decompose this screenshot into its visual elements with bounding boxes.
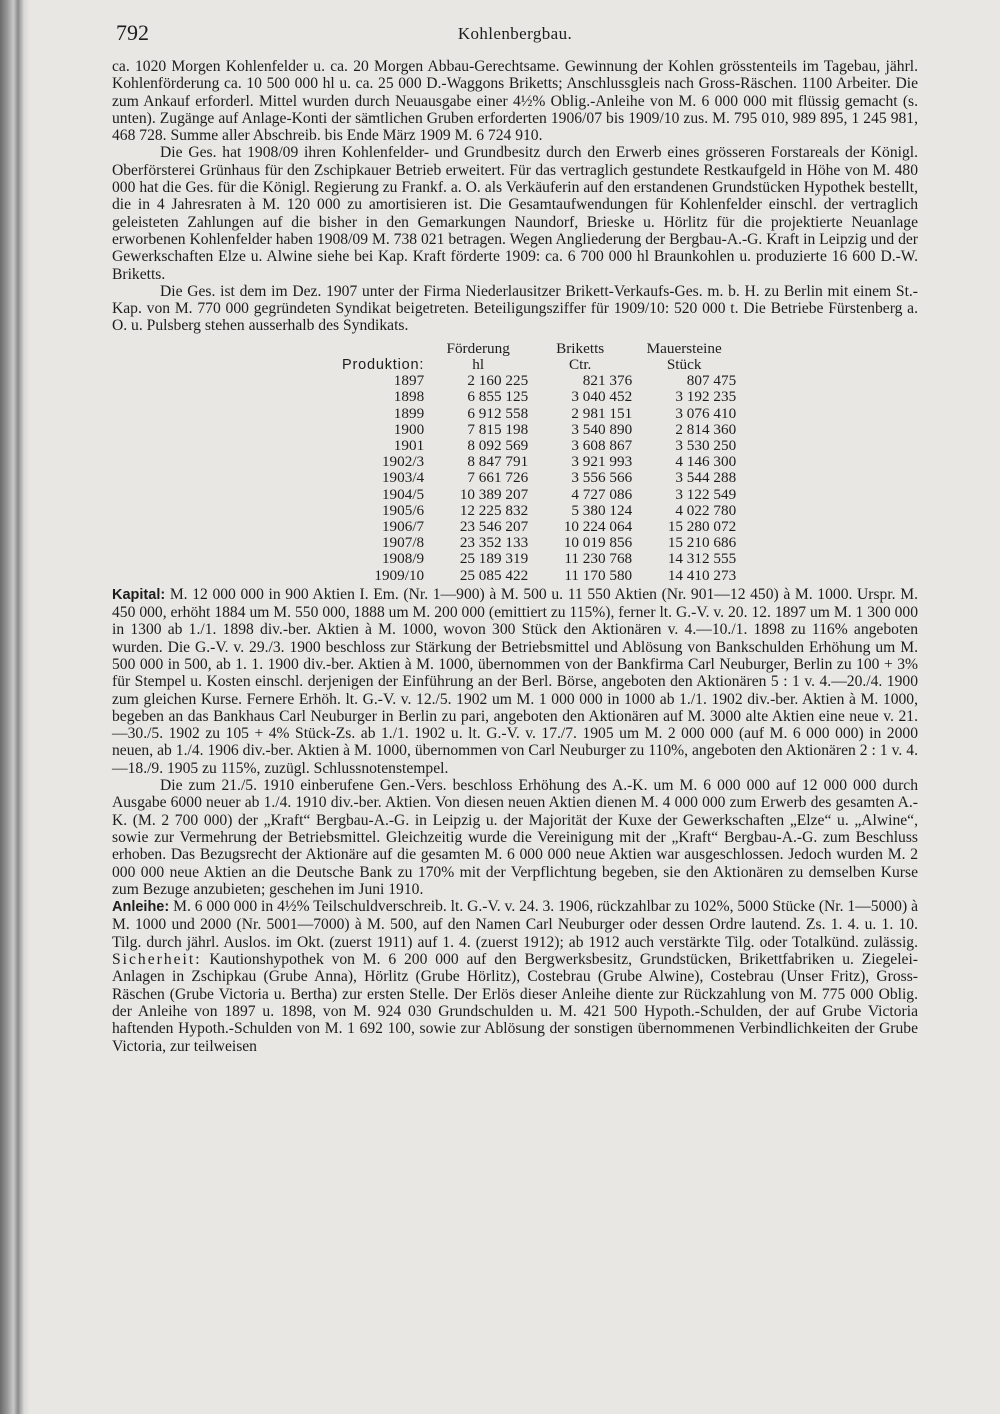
paragraph-kapital xyxy=(112,586,918,777)
mauersteine-cell: 3 192 235 xyxy=(675,388,737,406)
table-row xyxy=(342,406,736,422)
column-unit-foerderung: hl xyxy=(472,355,485,373)
table-row xyxy=(342,438,736,454)
anleihe-text: M. 6 000 000 in 4½% Teilschuldverschreib. lt. G.-V. v. 24. 3. 1906, rückzahlbar zu 102%, 5000 Stücke (Nr. 1—5000) à M. 1000 und 2000 (Nr. 5001—7000) à M. 500, auf den Namen Carl Neuburger oder dessen Ordre lautend. Zs. 1. 4. u. 1. 10. Tilg. durch jährl. Auslos. im Okt. (zuerst 1911) auf 1. 4. (zuerst 1912); ab 1912 auch verstärkte Tilg. oder Totalkünd. zulässig. xyxy=(112,898,918,951)
foerderung-cell: 7 661 726 xyxy=(467,469,529,487)
sicherheit-text: Kautionshypothek von M. 6 200 000 auf den Bergwerksbesitz, Grundstücken, Brikettfabriken u. Ziegelei-Anlagen in Zschipkau (Grube Anna), Hörlitz (Grube Hörlitz), Costebrau (Grube Alwine), Costebrau (Unser Fritz), Gross-Räschen (Grube Victoria u. Bertha) zur ersten Stelle. Der Erlös dieser Anleihe diente zur Rückzahlung von M. 775 000 Oblig. der Anleihe von 1897 u. 1898, von M. 924 030 Grundschulden u. M. 421 500 Hypoth.-Schulden, der auf Grube Victoria haftenden Hypoth.-Schulden von M. 1 692 100, sowie zur Ablösung der sonstigen übernommenen Verbindlichkeiten der Grube Victoria, zur teilweisen xyxy=(112,951,919,1055)
briketts-cell: 821 376 xyxy=(582,372,633,390)
production-table-header-row xyxy=(342,341,736,357)
table-row xyxy=(342,373,736,389)
production-table-unit-row xyxy=(342,357,736,373)
foerderung-cell: 7 815 198 xyxy=(467,420,529,438)
mauersteine-cell: 4 146 300 xyxy=(675,453,737,471)
mauersteine-cell: 4 022 780 xyxy=(675,501,737,519)
table-row xyxy=(342,389,736,405)
year-cell: 1898 xyxy=(393,388,425,406)
anleihe-heading: Anleihe: xyxy=(112,899,170,916)
year-cell: 1907/8 xyxy=(381,534,425,552)
paragraph-mining-fields: ca. 1020 Morgen Kohlenfelder u. ca. 20 Morgen Abbau-Gerechtsame. Gewinnung der Kohlen grösstenteils im Tagebau, jährl. Kohlenförderung ca. 10 500 000 hl u. ca. 25 000 D.-Waggons Briketts; Anschlussgleis nach Gross-Räschen. 1100 Arbeiter. Die zum Ankauf erforderl. Mittel wurden durch Neuausgabe einer 4½% Oblig.-Anleihe von M. 6 000 000 mit flüssig gemacht (s. unten). Zugänge auf Anlage-Konti der sämtlichen Gruben erforderten 1906/07 bis 1909/10 zus. M. 795 010, 989 895, 1 245 981, 468 728. Summe aller Abschreib. bis Ende März 1909 M. 6 724 910. xyxy=(112,58,918,145)
table-row xyxy=(342,535,736,551)
table-row xyxy=(342,568,736,584)
column-header-foerderung: Förderung xyxy=(446,339,510,357)
mauersteine-cell: 3 122 549 xyxy=(675,485,737,503)
year-cell: 1906/7 xyxy=(381,517,425,535)
mauersteine-cell: 3 076 410 xyxy=(675,404,737,422)
briketts-cell: 4 727 086 xyxy=(571,485,633,503)
foerderung-cell: 12 225 832 xyxy=(459,501,529,519)
foerderung-cell: 8 092 569 xyxy=(467,436,529,454)
table-row xyxy=(342,551,736,567)
year-cell: 1903/4 xyxy=(381,469,425,487)
production-label: Produktion: xyxy=(342,356,425,373)
table-row xyxy=(342,519,736,535)
briketts-cell: 3 921 993 xyxy=(571,453,633,471)
mauersteine-cell: 15 280 072 xyxy=(667,517,737,535)
year-cell: 1901 xyxy=(393,436,425,454)
mauersteine-cell: 2 814 360 xyxy=(675,420,737,438)
table-row xyxy=(342,422,736,438)
production-table-body xyxy=(342,373,736,584)
paragraph-syndicate: Die Ges. ist dem im Dez. 1907 unter der Firma Niederlausitzer Brikett-Verkaufs-Ges. m. b. H. zu Berlin mit einem St.-Kap. von M. 770 000 gegründeten Syndikat beigetreten. Beteiligungsziffer für 1909/10: 520 000 t. Die Betriebe Fürstenberg a. O. u. Pulsberg stehen ausserhalb des Syndikats. xyxy=(112,282,918,335)
foerderung-cell: 25 189 319 xyxy=(459,550,529,568)
foerderung-cell: 2 160 225 xyxy=(467,372,529,390)
kapital-heading: Kapital: xyxy=(112,586,166,603)
document-page xyxy=(112,14,918,1055)
column-header-briketts: Briketts xyxy=(556,339,605,357)
briketts-cell: 11 230 768 xyxy=(564,550,633,568)
briketts-cell: 5 380 124 xyxy=(571,501,633,519)
briketts-cell: 2 981 151 xyxy=(571,404,633,422)
production-table xyxy=(342,341,736,584)
sicherheit-label: Sicherheit: xyxy=(112,951,202,969)
year-cell: 1900 xyxy=(393,420,425,438)
briketts-cell: 3 040 452 xyxy=(571,388,633,406)
mauersteine-cell: 14 410 273 xyxy=(667,566,737,584)
briketts-cell: 3 540 890 xyxy=(571,420,633,438)
paragraph-land-acquisition: Die Ges. hat 1908/09 ihren Kohlenfelder- und Grundbesitz durch den Erwerb eines grösseren Forstareals der Königl. Oberförsterei Grünhaus für den Zschipkauer Betrieb erweitert. Für das vertraglich gestundete Restkaufgeld in Höhe von M. 480 000 hat die Ges. für die Königl. Regierung zu Frankf. a. O. als Verkäuferin auf den erstandenen Grundstücken Hypothek bestellt, die in 4 Jahresraten à M. 120 000 zu amortisieren ist. Die Gesamtaufwendungen für Kohlenfelder einschl. der vertraglich geleisteten Zahlungen auf die bisher in den Gemarkungen Naundorf, Brieske u. Hörlitz für die projektierte Neuanlage erworbenen Kohlenfelder haben 1908/09 M. 738 021 betragen. Wegen Angliederung der Bergbau-A.-G. Kraft in Leipzig und der Gewerkschaften Elze u. Alwine siehe bei Kap. Kraft förderte 1909: ca. 6 700 000 hl Braunkohlen u. produzierte 16 600 D.-W. Briketts. xyxy=(112,144,918,283)
foerderung-cell: 10 389 207 xyxy=(459,485,529,503)
paragraph-capital-increase-1910: Die zum 21./5. 1910 einberufene Gen.-Vers. beschloss Erhöhung des A.-K. um M. 6 000 000 auf 12 000 000 durch Ausgabe 6000 neuer ab 1./4. 1910 div.-ber. Aktien. Von diesen neuen Aktien dienen M. 4 000 000 zum Erwerb des gesamten A.-K. (M. 2 700 000) der „Kraft“ Bergbau-A.-G. in Leipzig u. der Majorität der Kuxe der Gewerkschaften „Elze“ u. „Alwine“, sowie zur Vermehrung der Betriebsmittel. Gleichzeitig wurde die Vereinigung mit der „Kraft“ Bergbau-A.-G. zum Beschluss erhoben. Das Bezugsrecht der Aktionäre auf die gesamten M. 6 000 000 neue Aktien war ausgeschlossen. Jedoch wurden M. 2 000 000 neue Aktien an die Deutsche Bank zu 170% mit der Verpflichtung begeben, sie den Aktionären zu demselben Kurse zum Bezuge anzubieten; geschehen im Juni 1910. xyxy=(112,777,918,898)
briketts-cell: 3 556 566 xyxy=(571,469,633,487)
mauersteine-cell: 3 544 288 xyxy=(675,469,737,487)
year-cell: 1905/6 xyxy=(381,501,425,519)
page-header xyxy=(112,14,918,58)
year-cell: 1908/9 xyxy=(381,550,425,568)
foerderung-cell: 23 352 133 xyxy=(459,534,529,552)
foerderung-cell: 25 085 422 xyxy=(459,566,529,584)
column-header-mauersteine: Mauersteine xyxy=(646,339,722,357)
book-binding-edge xyxy=(0,0,30,1414)
year-cell: 1902/3 xyxy=(381,453,425,471)
mauersteine-cell: 3 530 250 xyxy=(675,436,737,454)
page-number: 792 xyxy=(116,20,149,45)
paragraph-anleihe xyxy=(112,898,918,1055)
year-cell: 1899 xyxy=(393,404,425,422)
year-cell: 1904/5 xyxy=(381,485,425,503)
running-title: Kohlenbergbau. xyxy=(457,24,573,43)
kapital-text: M. 12 000 000 in 900 Aktien I. Em. (Nr. 1—900) à M. 500 u. 11 550 Aktien (Nr. 901—12 450) à M. 1000. Urspr. M. 450 000, erhöht 1884 um M. 550 000, 1888 um M. 200 000 (emittiert zu 115%), ferner lt. G.-V. v. 20. 12. 1897 um M. 1 300 000 in 1300 ab 1./1. 1898 div.-ber. Aktien à M. 1000, wovon 300 Stück den Aktionären v. 4.—10./1. 1898 zu 116% angeboten wurden. Die G.-V. v. 29./3. 1900 beschloss zur Stärkung der Betriebsmittel und Ablösung von Bankschulden Erhöhung um M. 500 000 in 500, ab 1. 1. 1900 div.-ber. Aktien à M. 1000, übernommen von der Bankfirma Carl Neuburger, Berlin zu 100 + 3% für Stempel u. Kosten einschl. derjenigen der Einführung an der Berl. Börse, angeboten den Aktionären 5 : 1 v. 4.—20./4. 1900 zum gleichen Kurse. Fernere Erhöh. lt. G.-V. v. 12./5. 1902 um M. 1 000 000 in 1000 ab 1./1. 1902 div.-ber. Aktien à M. 1000, begeben an das Bankhaus Carl Neuburger in Berlin zu pari, angeboten den Aktionären auf M. 3000 alte Aktien eine neue v. 21.—30./5. 1902 zu 105 + 4% Stück-Zs. ab 1./1. 1902 u. lt. G.-V. v. 17./7. 1905 um M. 2 000 000 (auf M. 6 000 000) in 2000 neuen, ab 1./4. 1906 div.-ber. Aktien à M. 1000, übernommen von Carl Neuburger zu 110%, angeboten den Aktionären 2 : 1 v. 4.—18./9. 1905 zu 115%, zuzügl. Schlussnotenstempel. xyxy=(112,585,918,777)
briketts-cell: 10 224 064 xyxy=(563,517,633,535)
foerderung-cell: 6 912 558 xyxy=(467,404,529,422)
briketts-cell: 10 019 856 xyxy=(563,534,633,552)
column-unit-mauersteine: Stück xyxy=(666,355,702,373)
table-row xyxy=(342,503,736,519)
foerderung-cell: 23 546 207 xyxy=(459,517,529,535)
briketts-cell: 3 608 867 xyxy=(571,436,633,454)
mauersteine-cell: 807 475 xyxy=(686,372,737,390)
briketts-cell: 11 170 580 xyxy=(564,566,633,584)
mauersteine-cell: 14 312 555 xyxy=(667,550,737,568)
foerderung-cell: 6 855 125 xyxy=(467,388,529,406)
year-cell: 1909/10 xyxy=(374,566,425,584)
table-row xyxy=(342,470,736,486)
year-cell: 1897 xyxy=(393,372,425,390)
column-unit-briketts: Ctr. xyxy=(568,355,592,373)
table-row xyxy=(342,487,736,503)
foerderung-cell: 8 847 791 xyxy=(467,453,529,471)
mauersteine-cell: 15 210 686 xyxy=(667,534,737,552)
table-row xyxy=(342,454,736,470)
